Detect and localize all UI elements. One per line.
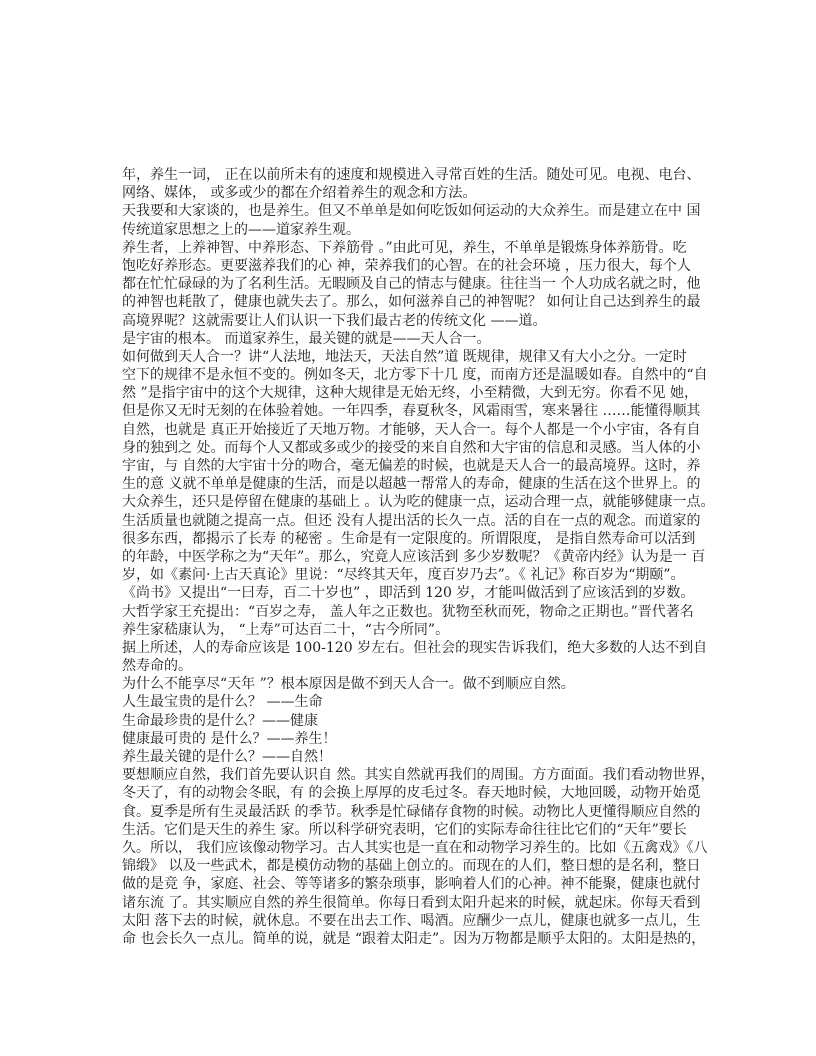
text-line: 的神智也耗散了，健康也就失去了。那么，如何滋养自己的神智呢？ 如何让自己达到养生的最 — [122, 294, 701, 311]
document-text-block — [122, 166, 762, 948]
text-line: 要想顺应自然，我们首先要认识自 然。其实自然就再我们的周围。方方面面。我们看动物世界， — [122, 767, 715, 784]
text-line: 冬天了，有的动物会冬眠，有 的会换上厚厚的皮毛过冬。春天地时候，大地回暖，动物开始觅 — [122, 785, 701, 802]
text-line: 岁，如《素问·上古天真论》里说：“尽终其天年，度百岁乃去”。《 礼记》称百岁为“期颐”。 — [122, 567, 685, 584]
text-line: 如何做到天人合一？讲“人法地，地法天，天法自然”道 既规律，规律又有大小之分。一定时 — [122, 348, 687, 365]
text-line: 大哲学家王充提出：“百岁之寿， 盖人年之正数也。犹物至秋而死，物命之正期也。”晋代著名 — [122, 603, 694, 620]
text-line: 做的是竞 争，家庭、社会、等等诸多的繁杂琐事，影响着人们的心神。神不能聚，健康也就付 — [122, 876, 701, 893]
text-line: 命 也会长久一点儿。简单的说，就是 “跟着太阳走”。因为万物都是顺乎太阳的。太阳是热的， — [122, 930, 706, 947]
text-line: 诸东流 了。其实顺应自然的养生很简单。你每日看到太阳升起来的时候，就起床。你每天看到 — [122, 894, 701, 911]
text-line: 年，养生一词， 正在以前所未有的速度和规模进入寻常百姓的生活。随处可见。电视、电台、 — [122, 167, 701, 183]
text-line: 是宇宙的根本。 而道家养生，最关键的就是——天人合一。 — [122, 330, 491, 347]
text-line: 传统道家思想之上的——道家养生观。 — [122, 221, 360, 238]
text-line: 天我要和大家谈的，也是养生。但又不单单是如何吃饭如何运动的大众养生。而是建立在中 国 — [122, 203, 701, 220]
text-line: 但是你又无时无刻的在体验着她。一年四季，春夏秋冬，风霜雨雪，寒来暑往 ……能懂得顺其 — [122, 403, 701, 420]
text-line: 都在忙忙碌碌的为了名利生活。无暇顾及自己的情志与健康。往往当一 个人功成名就之时，他 — [122, 276, 701, 293]
text-line: 生活质量也就随之提高一点。但还 没有人提出活的长久一点。活的自在一点的观念。而道家的 — [122, 512, 701, 529]
text-line: 网络、媒体， 或多或少的都在介绍着养生的观念和方法。 — [122, 185, 477, 202]
text-line: 生的意 义就不单单是健康的生活，而是以超越一帮常人的寿命，健康的生活在这个世界上。的 — [122, 476, 701, 493]
text-line: 锦缎》 以及一些武术，都是模仿动物的基础上创立的。而现在的人们，整日想的是名利，整日 — [122, 858, 701, 875]
text-line: 健康最可贵的 是什么？——养生！ — [122, 730, 337, 747]
text-line: 然寿命的。 — [122, 658, 192, 675]
text-line: 据上所述，人的寿命应该是 100-120 岁左右。但社会的现实告诉我们，绝大多数的人达不到自 — [122, 639, 708, 656]
text-line: 身的独到之 处。而每个人又都或多或少的接受的来自自然和大宇宙的信息和灵感。当人体的小 — [122, 439, 701, 456]
text-line: 久。所以， 我们应该像动物学习。古人其实也是一直在和动物学习养生的。比如《五禽戏》《八 — [122, 839, 708, 856]
text-line: 然 ”是指宇宙中的这个大规律，这种大规律是无始无终，小至精微，大到无穷。你看不见 她， — [122, 385, 699, 402]
text-line: 《尚书》又提出“一曰寿，百二十岁也” ，即活到 120 岁，才能叫做活到了应该活到的岁数。 — [122, 585, 695, 602]
text-line: 饱吃好养形态。更要滋养我们的心 神，荣养我们的心智。在的社会环境 ，压力很大，每个人 — [122, 257, 691, 274]
text-line: 养生家嵇康认为， “上寿”可达百二十，“古今所同”。 — [122, 621, 450, 638]
text-line: 太阳 落下去的时候，就休息。不要在出去工作、喝酒。应酬少一点儿，健康也就多一点儿，生 — [122, 912, 701, 929]
text-line: 自然，也就是 真正开始接近了天地万物。才能够，天人合一。每个人都是一个小宇宙，各有自 — [122, 421, 701, 438]
text-line: 生活。它们是天生的养生 家。所以科学研究表明，它们的实际寿命往往比它们的“天年”要长 — [122, 821, 687, 838]
text-line: 人生最宝贵的是什么？ ——生命 — [122, 694, 323, 711]
text-line: 很多东西，都揭示了长寿 的秘密 。生命是有一定限度的。所谓限度， 是指自然寿命可以活到 — [122, 530, 696, 547]
text-line: 养生者，上养神智、中养形态、下养筋骨 。”由此可见，养生，不单单是锻炼身体养筋骨。吃 — [122, 239, 687, 256]
text-line: 高境界呢？这就需要让人们认识一下我们最古老的传统文化 ——道。 — [122, 312, 547, 329]
text-line: 宇宙，与 自然的大宇宙十分的吻合，毫无偏差的时候，也就是天人合一的最高境界。这时，养 — [122, 458, 701, 474]
text-line: 的年龄，中医学称之为“天年”。那么，究竟人应该活到 多少岁数呢？《黄帝内经》认为是一 百 — [122, 548, 706, 565]
text-line: 为什么不能享尽“天年 ”？根本原因是做不到天人合一。做不到顺应自然。 — [122, 676, 575, 693]
text-line: 养生最关键的是什么？——自然！ — [122, 749, 332, 765]
text-line: 食。夏季是所有生灵最活跃 的季节。秋季是忙碌储存食物的时候。动物比人更懂得顺应自然的 — [122, 803, 701, 820]
text-line: 生命最珍贵的是什么？——健康 — [122, 712, 318, 729]
text-line: 空下的规律不是永恒不变的。例如冬天，北方零下十几 度，而南方还是温暖如春。自然中的“自 — [122, 367, 708, 384]
text-line: 大众养生，还只是停留在健康的基础上 。认为吃的健康一点，运动合理一点，就能够健康一点。 — [122, 494, 715, 511]
